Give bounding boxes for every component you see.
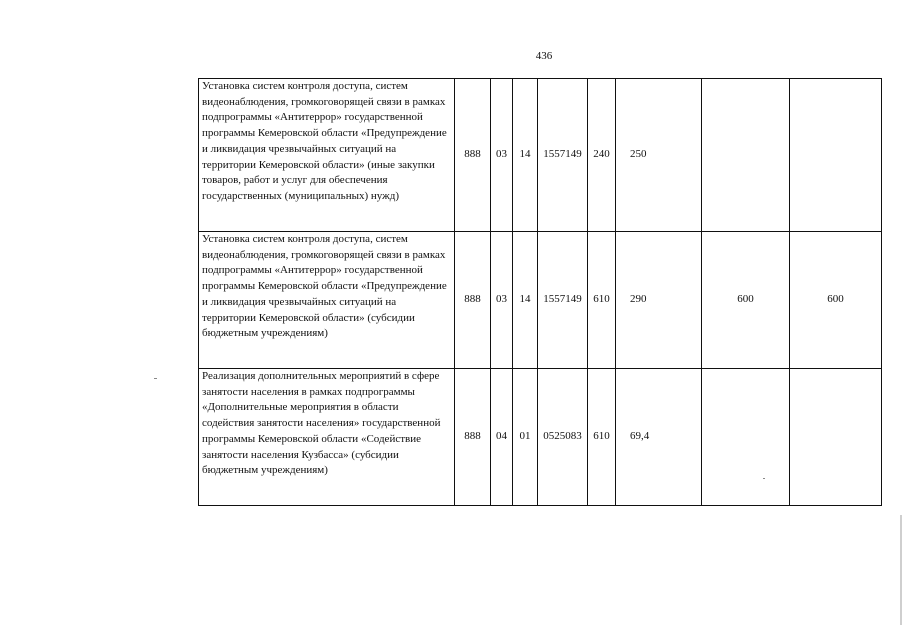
expense-type-code: 610 [588, 232, 616, 369]
amount-year-1: 69,4 [616, 369, 702, 506]
amount-year-2: 600 [702, 232, 790, 369]
section-code: 04 [491, 369, 513, 506]
table-row [199, 369, 882, 506]
amount-year-2 [702, 369, 790, 506]
amount-year-3 [790, 369, 882, 506]
page-number: 436 [535, 50, 553, 62]
section-code: 03 [491, 79, 513, 232]
table-row [199, 79, 882, 232]
row-description: Установка систем контроля доступа, систем видеонаблюдения, громкоговорящей связи в рамках подпрограммы «Антитеррор» государственной программы Кемеровской области «Предупреждение и ликвидация чрезвычайных ситуаций на территории Кемеровской области» (субсидии бюджетным учреждениям) [199, 232, 455, 369]
target-article-code: 1557149 [538, 232, 588, 369]
row-description: Установка систем контроля доступа, систем видеонаблюдения, громкоговорящей связи в рамках подпрограммы «Антитеррор» государственной программы Кемеровской области «Предупреждение и ликвидация чрезвычайных ситуаций на территории Кемеровской области» (иные закупки товаров, работ и услуг для обеспечения государственных (муниципальных) нужд) [199, 79, 455, 232]
scan-speck [154, 378, 157, 379]
target-article-code: 0525083 [538, 369, 588, 506]
department-code: 888 [455, 79, 491, 232]
subsection-code: 01 [513, 369, 538, 506]
amount-year-3 [790, 79, 882, 232]
scan-speck [763, 478, 765, 479]
budget-table [198, 78, 882, 506]
subsection-code: 14 [513, 79, 538, 232]
row-description: Реализация дополнительных мероприятий в сфере занятости населения в рамках подпрограммы «Дополнительные мероприятия в области содействия занятости населения» государственной программы Кемеровской области «Содействие занятости населения Кузбасса» (субсидии бюджетным учреждениям) [199, 369, 455, 506]
scan-edge-shadow [900, 515, 902, 625]
amount-year-1: 290 [616, 232, 702, 369]
expense-type-code: 610 [588, 369, 616, 506]
subsection-code: 14 [513, 232, 538, 369]
amount-year-1: 250 [616, 79, 702, 232]
table-row [199, 232, 882, 369]
section-code: 03 [491, 232, 513, 369]
expense-type-code: 240 [588, 79, 616, 232]
amount-year-2 [702, 79, 790, 232]
department-code: 888 [455, 369, 491, 506]
department-code: 888 [455, 232, 491, 369]
target-article-code: 1557149 [538, 79, 588, 232]
amount-year-3: 600 [790, 232, 882, 369]
